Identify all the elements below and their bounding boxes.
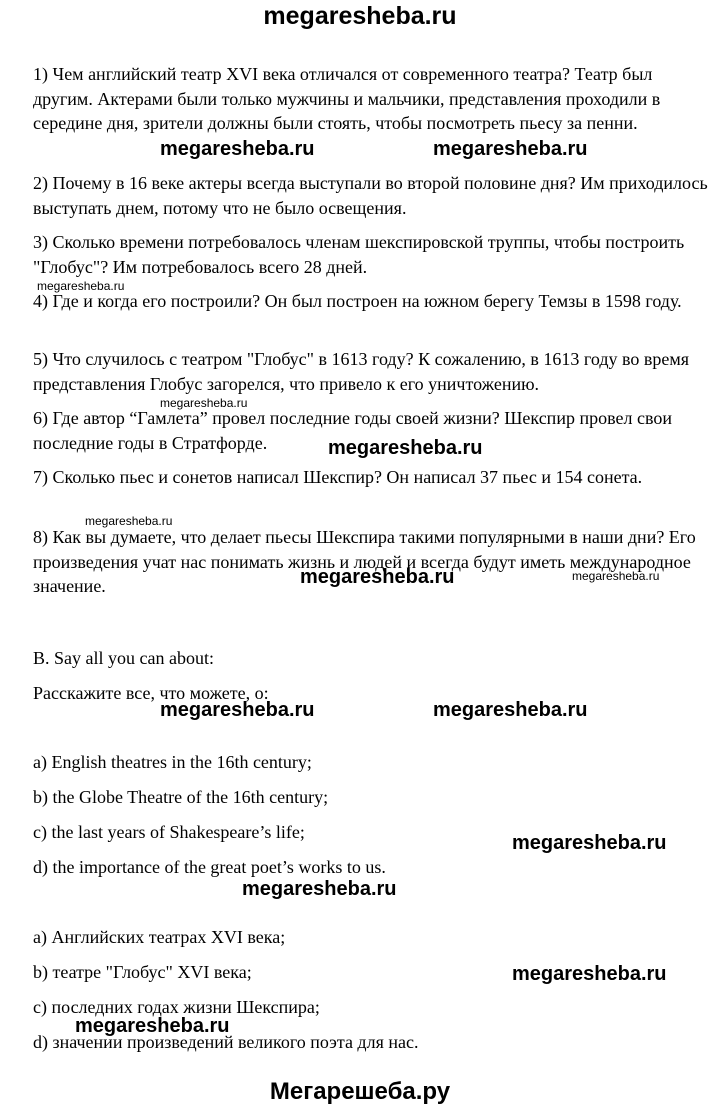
site-footer: Мегарешеба.ру <box>269 1078 451 1105</box>
answer-6: 6) Где автор “Гамлета” провел последние годы своей жизни? Шекспир провел свои последние годы в Стратфорде. <box>33 408 672 453</box>
answer-4: 4) Где и когда его построили? Он был построен на южном берегу Темзы в 1598 году. <box>33 291 682 311</box>
watermark-small: megaresheba.ru <box>85 514 173 528</box>
watermark: megaresheba.ru <box>160 699 315 721</box>
task-b-item-ru-b: b) театре "Глобус" XVI века; <box>33 962 252 982</box>
watermark: megaresheba.ru <box>242 878 397 900</box>
watermark: megaresheba.ru <box>300 566 455 588</box>
watermark: megaresheba.ru <box>433 699 588 721</box>
answer-2: 2) Почему в 16 веке актеры всегда выступали во второй половине дня? Им приходилось выступать днем, потому что не было освещения. <box>33 173 708 218</box>
answer-8: 8) Как вы думаете, что делает пьесы Шекспира такими популярными в наши дни? Его произведения учат нас понимать жизнь и людей и всегда будут иметь международное значение. <box>33 527 696 596</box>
answer-1: 1) Чем английский театр XVI века отличался от современного театра? Театр был другим. Актерами были только мужчины и мальчики, представления проходили в середине дня, зрители должны были стоять, чтобы посмотреть пьесу за пенни. <box>33 64 661 133</box>
watermark: megaresheba.ru <box>328 437 483 459</box>
watermark-small: megaresheba.ru <box>160 396 248 410</box>
task-b-item-ru-d: d) значении произведений великого поэта для нас. <box>33 1032 419 1052</box>
watermark: megaresheba.ru <box>512 832 667 854</box>
task-b-item-en-c: c) the last years of Shakespeare’s life; <box>33 822 305 842</box>
watermark-small: megaresheba.ru <box>37 279 125 293</box>
site-header: megaresheba.ru <box>263 2 457 30</box>
task-b-item-ru-c: c) последних годах жизни Шекспира; <box>33 997 320 1017</box>
watermark-small: megaresheba.ru <box>572 569 660 583</box>
task-b-item-en-d: d) the importance of the great poet’s works to us. <box>33 857 386 877</box>
task-b-item-ru-a: a) Английских театрах XVI века; <box>33 927 286 947</box>
task-b-item-en-b: b) the Globe Theatre of the 16th century; <box>33 787 329 807</box>
watermark: megaresheba.ru <box>75 1015 230 1037</box>
task-b-title-ru: Расскажите все, что можете, о: <box>33 683 269 703</box>
answer-5: 5) Что случилось с театром "Глобус" в 1613 году? К сожалению, в 1613 году во время представления Глобус загорелся, что привело к его уничтожению. <box>33 349 690 394</box>
watermark: megaresheba.ru <box>512 963 667 985</box>
answer-7: 7) Сколько пьес и сонетов написал Шекспир? Он написал 37 пьес и 154 сонета. <box>33 467 643 487</box>
watermark: megaresheba.ru <box>160 138 315 160</box>
task-b-item-en-a: a) English theatres in the 16th century; <box>33 752 312 772</box>
watermark: megaresheba.ru <box>433 138 588 160</box>
task-b-title: B. Say all you can about: <box>33 648 214 668</box>
answer-3: 3) Сколько времени потребовалось членам шекспировской труппы, чтобы построить "Глобус"? Им потребовалось всего 28 дней. <box>33 232 685 277</box>
